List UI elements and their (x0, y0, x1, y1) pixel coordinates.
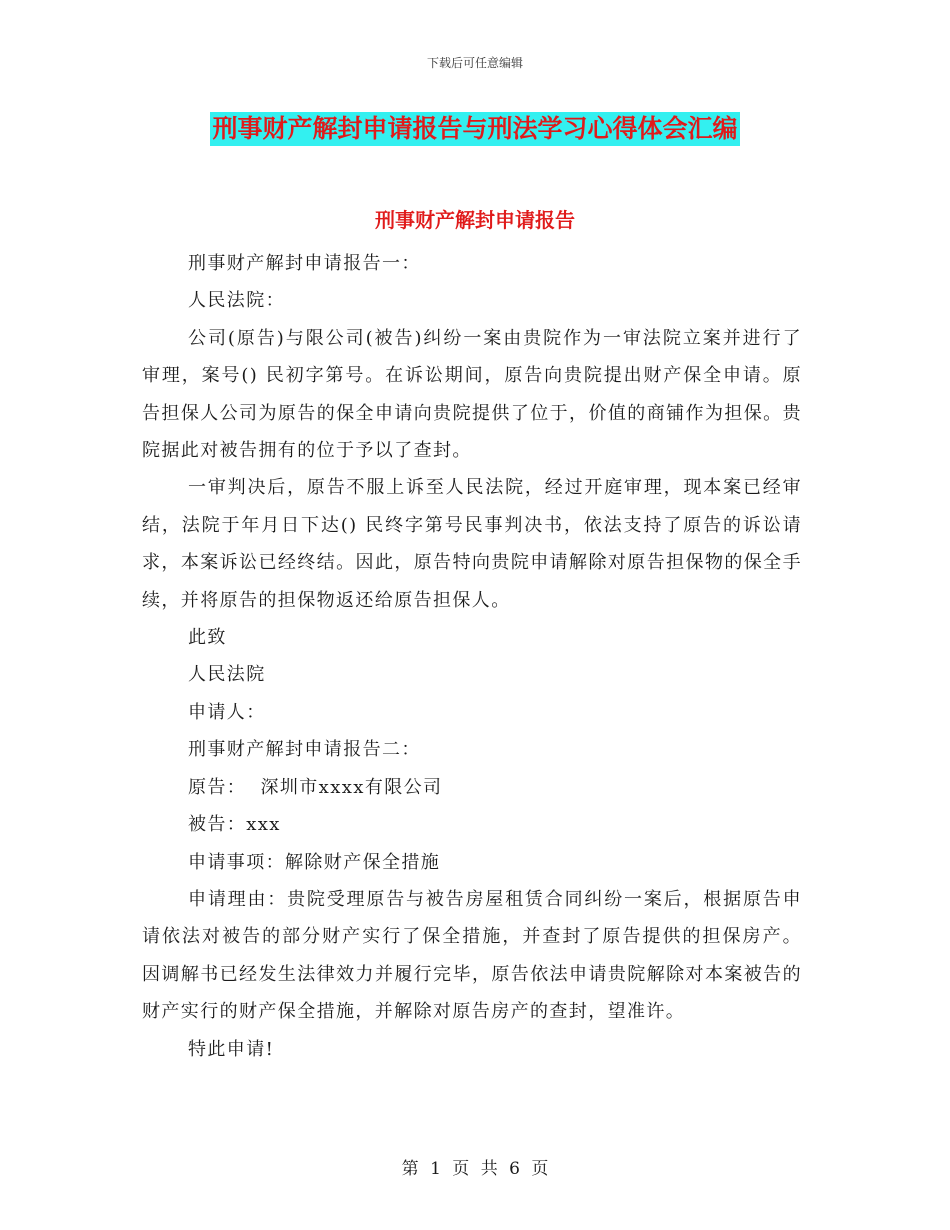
doc-title: 刑事财产解封申请报告与刑法学习心得体会汇编 (210, 112, 739, 146)
paragraph: 一审判决后，原告不服上诉至人民法院，经过开庭审理，现本案已经审结，法院于年月日下达() 民终字第号民事判决书，依法支持了原告的诉讼请求，本案诉讼已经终结。因此，原告特向贵院申请解除对原告担保物的保全手续，并将原告的担保物返还给原告担保人。 (142, 477, 802, 611)
paragraph: 此致 (188, 627, 227, 649)
paragraph: 特此申请! (188, 1038, 275, 1060)
paragraph: 人民法院： (188, 290, 285, 312)
header-note: 下载后可任意编辑 (426, 56, 523, 70)
doc-title-wrap (0, 112, 950, 146)
section-title: 刑事财产解封申请报告 (375, 208, 575, 232)
paragraph: 人民法院 (188, 664, 266, 686)
paragraph: 被告：xxx (188, 814, 281, 836)
document-body (142, 245, 802, 1068)
paragraph: 申请人： (188, 701, 266, 723)
paragraph: 公司(原告)与限公司(被告)纠纷一案由贵院作为一审法院立案并进行了审理，案号() 民初字第号。在诉讼期间，原告向贵院提出财产保全申请。原告担保人公司为原告的保全申请向贵院提供了位于，价值的商铺作为担保。贵院据此对被告拥有的位于予以了查封。 (142, 327, 802, 462)
paragraph: 申请事项：解除财产保全措施 (188, 851, 441, 873)
paragraph: 刑事财产解封申请报告一： (188, 253, 421, 274)
page-footer: 第 1 页 共 6 页 (401, 1159, 549, 1179)
paragraph: 申请理由：贵院受理原告与被告房屋租赁合同纠纷一案后，根据原告申请依法对被告的部分财产实行了保全措施，并查封了原告提供的担保房产。 因调解书已经发生法律效力并履行完毕，原告依法申请贵院解除对本案被告的财产实行的财产保全措施，并解除对原告房产的查封，望准许。 (142, 888, 802, 1023)
paragraph: 刑事财产解封申请报告二： (188, 739, 421, 761)
paragraph: 原告： 深圳市xxxx有限公司 (188, 776, 443, 798)
